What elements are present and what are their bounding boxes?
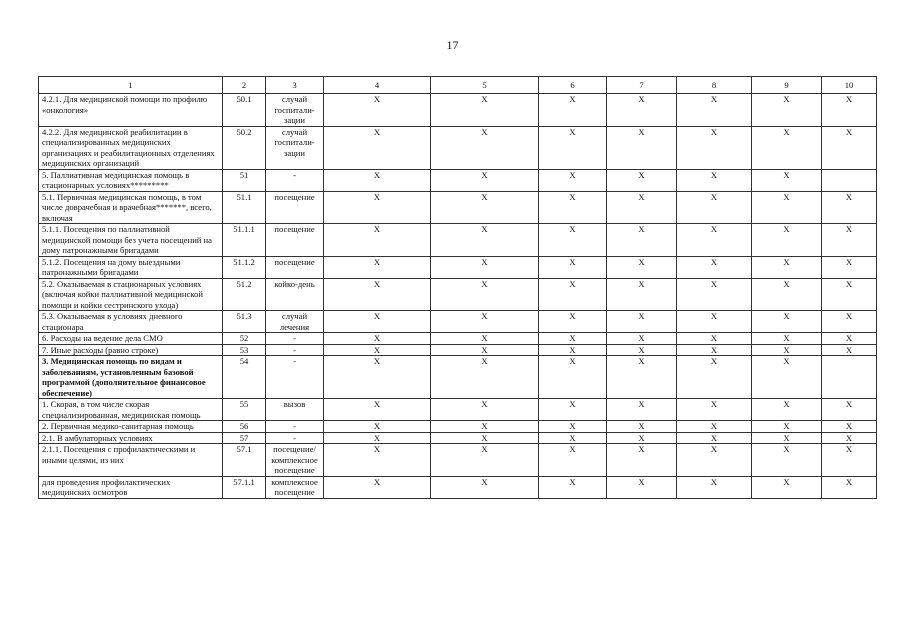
value-cell: X <box>752 94 822 127</box>
value-cell: X <box>822 399 877 421</box>
value-cell: X <box>752 333 822 345</box>
header-cell: 9 <box>752 77 822 94</box>
table-row <box>39 256 877 278</box>
page-number: 17 <box>446 38 459 52</box>
row-code-cell: 55 <box>223 399 266 421</box>
unit-cell: - <box>266 356 324 399</box>
header-cell: 7 <box>607 77 677 94</box>
value-cell: X <box>822 344 877 356</box>
value-cell: X <box>822 476 877 498</box>
value-cell: X <box>677 432 752 444</box>
value-cell: X <box>752 444 822 477</box>
value-cell: X <box>324 191 431 224</box>
value-cell: X <box>431 432 539 444</box>
value-cell: X <box>752 311 822 333</box>
value-cell: X <box>752 356 822 399</box>
row-label-cell: 2. Первичная медико-санитарная помощь <box>39 421 223 433</box>
value-cell: X <box>822 421 877 433</box>
row-label-cell: 5.1.1. Посещения по паллиативной медицинской помощи без учета посещений на дому патронажными бригадами <box>39 224 223 257</box>
value-cell: X <box>677 191 752 224</box>
unit-cell: случай госпитали-зации <box>266 94 324 127</box>
value-cell: X <box>607 278 677 311</box>
table-row <box>39 311 877 333</box>
value-cell: X <box>752 278 822 311</box>
value-cell: X <box>607 94 677 127</box>
value-cell: X <box>822 311 877 333</box>
value-cell: X <box>607 476 677 498</box>
row-label-cell: 3. Медицинская помощь по видам и заболеваниям, установленным базовой программой (дополнительное финансовое обеспечение) <box>39 356 223 399</box>
unit-cell: посещение/ комплексное посещение <box>266 444 324 477</box>
value-cell: X <box>677 333 752 345</box>
value-cell: X <box>677 256 752 278</box>
row-code-cell: 53 <box>223 344 266 356</box>
value-cell: X <box>324 344 431 356</box>
table-row <box>39 94 877 127</box>
value-cell: X <box>324 126 431 169</box>
row-label-cell: 5.3. Оказываемая в условиях дневного стационара <box>39 311 223 333</box>
value-cell: X <box>324 311 431 333</box>
table-row <box>39 432 877 444</box>
value-cell: X <box>752 476 822 498</box>
unit-cell: вызов <box>266 399 324 421</box>
header-cell: 1 <box>39 77 223 94</box>
unit-cell: посещение <box>266 256 324 278</box>
value-cell: X <box>431 356 539 399</box>
value-cell: X <box>677 224 752 257</box>
row-code-cell: 57.1 <box>223 444 266 477</box>
table-row <box>39 356 877 399</box>
value-cell: X <box>752 432 822 444</box>
value-cell: X <box>431 476 539 498</box>
header-cell: 6 <box>539 77 607 94</box>
table-row <box>39 399 877 421</box>
value-cell: X <box>607 432 677 444</box>
value-cell: X <box>539 432 607 444</box>
value-cell: X <box>539 444 607 477</box>
header-cell: 10 <box>822 77 877 94</box>
value-cell: X <box>431 444 539 477</box>
value-cell: X <box>677 356 752 399</box>
value-cell: X <box>607 333 677 345</box>
value-cell: X <box>324 256 431 278</box>
row-code-cell: 51.1.2 <box>223 256 266 278</box>
value-cell: X <box>539 278 607 311</box>
value-cell: X <box>539 476 607 498</box>
table-row <box>39 191 877 224</box>
value-cell: X <box>539 344 607 356</box>
unit-cell: комплексное посещение <box>266 476 324 498</box>
row-code-cell: 57 <box>223 432 266 444</box>
row-code-cell: 51.3 <box>223 311 266 333</box>
value-cell: X <box>431 126 539 169</box>
header-row <box>39 77 877 94</box>
value-cell: X <box>677 476 752 498</box>
unit-cell: случай лечения <box>266 311 324 333</box>
value-cell: X <box>539 356 607 399</box>
value-cell: X <box>752 399 822 421</box>
value-cell: X <box>677 421 752 433</box>
value-cell: X <box>431 399 539 421</box>
value-cell: X <box>539 421 607 433</box>
value-cell: X <box>607 356 677 399</box>
value-cell: X <box>677 399 752 421</box>
row-label-cell: 4.2.1. Для медицинской помощи по профилю «онкология» <box>39 94 223 127</box>
unit-cell: посещение <box>266 191 324 224</box>
table-row <box>39 224 877 257</box>
row-label-cell: 2.1. В амбулаторных условиях <box>39 432 223 444</box>
value-cell: X <box>822 444 877 477</box>
value-cell: X <box>324 421 431 433</box>
row-code-cell: 56 <box>223 421 266 433</box>
table-row <box>39 444 877 477</box>
row-code-cell: 51 <box>223 169 266 191</box>
header-cell: 8 <box>677 77 752 94</box>
value-cell: X <box>324 224 431 257</box>
value-cell: X <box>607 126 677 169</box>
value-cell: X <box>822 333 877 345</box>
value-cell: X <box>539 333 607 345</box>
value-cell: X <box>324 432 431 444</box>
value-cell: X <box>324 169 431 191</box>
value-cell: X <box>431 94 539 127</box>
table-row <box>39 169 877 191</box>
data-table <box>38 76 877 499</box>
value-cell: X <box>539 126 607 169</box>
row-label-cell: 1. Скорая, в том числе скорая специализированная, медицинская помощь <box>39 399 223 421</box>
value-cell: X <box>822 94 877 127</box>
row-label-cell: 4.2.2. Для медицинской реабилитации в специализированных медицинских организациях и реабилитационных отделениях медицинских организаций <box>39 126 223 169</box>
row-code-cell: 50.1 <box>223 94 266 127</box>
value-cell: X <box>677 278 752 311</box>
header-cell: 3 <box>266 77 324 94</box>
value-cell: X <box>431 333 539 345</box>
value-cell: X <box>752 191 822 224</box>
row-label-cell: для проведения профилактических медицинских осмотров <box>39 476 223 498</box>
unit-cell: койко-день <box>266 278 324 311</box>
row-label-cell: 2.1.1. Посещения с профилактическими и иными целями, из них <box>39 444 223 477</box>
value-cell: X <box>677 169 752 191</box>
value-cell: X <box>431 191 539 224</box>
row-label-cell: 7. Иные расходы (равно строке) <box>39 344 223 356</box>
table-row <box>39 278 877 311</box>
row-code-cell: 51.1.1 <box>223 224 266 257</box>
value-cell: X <box>324 278 431 311</box>
value-cell: X <box>607 256 677 278</box>
value-cell: X <box>607 399 677 421</box>
value-cell: X <box>539 224 607 257</box>
row-label-cell: 5.2. Оказываемая в стационарных условиях (включая койки паллиативной медицинской помощи и койки сестринского ухода) <box>39 278 223 311</box>
value-cell: X <box>752 169 822 191</box>
value-cell <box>822 356 877 399</box>
row-code-cell: 51.1 <box>223 191 266 224</box>
value-cell: X <box>607 191 677 224</box>
row-label-cell: 5.1.2. Посещения на дому выездными патронажными бригадами <box>39 256 223 278</box>
value-cell: X <box>607 444 677 477</box>
value-cell: X <box>752 224 822 257</box>
header-cell: 4 <box>324 77 431 94</box>
value-cell: X <box>752 126 822 169</box>
value-cell: X <box>607 311 677 333</box>
row-label-cell: 5. Паллиативная медицинская помощь в стационарных условиях********* <box>39 169 223 191</box>
value-cell: X <box>677 444 752 477</box>
header-cell: 5 <box>431 77 539 94</box>
value-cell: X <box>752 421 822 433</box>
value-cell: X <box>607 344 677 356</box>
unit-cell: случай госпитали-зации <box>266 126 324 169</box>
row-label-cell: 6. Расходы на ведение дела СМО <box>39 333 223 345</box>
unit-cell: посещение <box>266 224 324 257</box>
value-cell: X <box>677 94 752 127</box>
value-cell: X <box>539 399 607 421</box>
value-cell: X <box>539 94 607 127</box>
unit-cell: - <box>266 344 324 356</box>
header-cell: 2 <box>223 77 266 94</box>
value-cell: X <box>752 256 822 278</box>
value-cell: X <box>324 356 431 399</box>
value-cell: X <box>822 278 877 311</box>
row-code-cell: 51.2 <box>223 278 266 311</box>
value-cell: X <box>677 344 752 356</box>
value-cell: X <box>431 278 539 311</box>
value-cell: X <box>607 169 677 191</box>
row-code-cell: 54 <box>223 356 266 399</box>
value-cell: X <box>539 191 607 224</box>
value-cell: X <box>822 256 877 278</box>
value-cell: X <box>822 432 877 444</box>
value-cell: X <box>431 169 539 191</box>
value-cell: X <box>324 399 431 421</box>
row-code-cell: 52 <box>223 333 266 345</box>
value-cell: X <box>822 224 877 257</box>
row-code-cell: 57.1.1 <box>223 476 266 498</box>
row-code-cell: 50.2 <box>223 126 266 169</box>
unit-cell: - <box>266 432 324 444</box>
value-cell: X <box>677 311 752 333</box>
value-cell: X <box>607 224 677 257</box>
value-cell: X <box>539 256 607 278</box>
value-cell: X <box>539 311 607 333</box>
value-cell: X <box>539 169 607 191</box>
value-cell: X <box>431 344 539 356</box>
table-row <box>39 333 877 345</box>
value-cell: X <box>822 126 877 169</box>
value-cell: X <box>324 94 431 127</box>
value-cell: X <box>324 476 431 498</box>
value-cell: X <box>431 256 539 278</box>
value-cell: X <box>752 344 822 356</box>
value-cell: X <box>431 224 539 257</box>
value-cell: X <box>324 444 431 477</box>
value-cell <box>822 169 877 191</box>
table-row <box>39 126 877 169</box>
table-row <box>39 476 877 498</box>
value-cell: X <box>431 421 539 433</box>
unit-cell: - <box>266 333 324 345</box>
value-cell: X <box>822 191 877 224</box>
value-cell: X <box>607 421 677 433</box>
unit-cell: - <box>266 169 324 191</box>
table-row <box>39 421 877 433</box>
value-cell: X <box>324 333 431 345</box>
row-label-cell: 5.1. Первичная медицинская помощь, в том числе доврачебная и врачебная*******, всего, включая <box>39 191 223 224</box>
unit-cell: - <box>266 421 324 433</box>
value-cell: X <box>431 311 539 333</box>
table-row <box>39 344 877 356</box>
value-cell: X <box>677 126 752 169</box>
